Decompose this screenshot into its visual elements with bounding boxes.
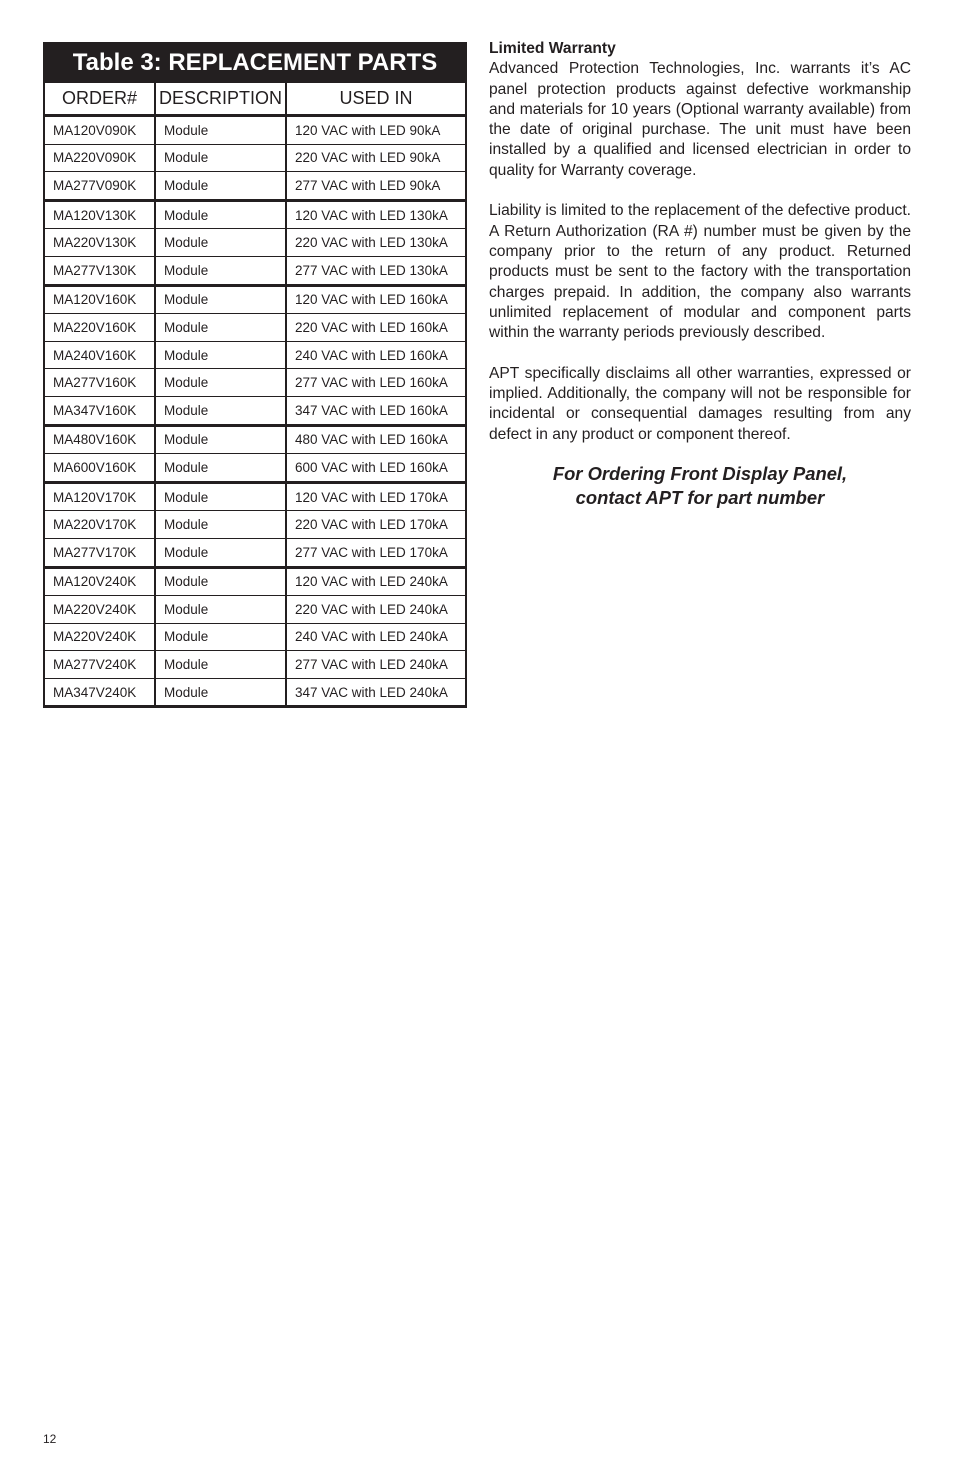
used-in-cell: 220 VAC with LED 130kA — [286, 229, 466, 257]
used-in-cell: 120 VAC with LED 130kA — [286, 200, 466, 229]
order-number-cell: MA277V130K — [44, 256, 155, 285]
liability-paragraph: Liability is limited to the replacement of the defective product. A Return Authorization (RA #) number must be given by the company prior to the return of any product. Returned products must be sent to the factory with the transportation charges prepaid. In addition, the company also warrants unlimited replacement of modular and component parts within the warranty periods previously described. — [489, 202, 911, 342]
description-cell: Module — [155, 425, 286, 454]
order-number-cell: MA220V240K — [44, 623, 155, 651]
used-in-cell: 120 VAC with LED 90kA — [286, 116, 466, 145]
order-number-cell: MA240V160K — [44, 341, 155, 369]
order-number-cell: MA277V240K — [44, 651, 155, 679]
used-in-cell: 120 VAC with LED 240kA — [286, 567, 466, 596]
table-row — [44, 116, 466, 145]
used-in-cell: 277 VAC with LED 240kA — [286, 651, 466, 679]
description-cell: Module — [155, 596, 286, 624]
description-cell: Module — [155, 454, 286, 483]
table-row — [44, 172, 466, 201]
used-in-cell: 277 VAC with LED 170kA — [286, 538, 466, 567]
used-in-cell: 220 VAC with LED 240kA — [286, 596, 466, 624]
order-number-cell: MA120V090K — [44, 116, 155, 145]
table-row — [44, 538, 466, 567]
table-row — [44, 369, 466, 397]
used-in-cell: 120 VAC with LED 170kA — [286, 482, 466, 511]
order-number-cell: MA277V170K — [44, 538, 155, 567]
order-number-cell: MA277V090K — [44, 172, 155, 201]
order-number-cell: MA120V160K — [44, 285, 155, 314]
order-number-cell: MA347V240K — [44, 678, 155, 707]
order-number-cell: MA220V090K — [44, 144, 155, 172]
ordering-note — [489, 462, 911, 509]
description-cell: Module — [155, 369, 286, 397]
table-row — [44, 567, 466, 596]
order-number-cell: MA120V170K — [44, 482, 155, 511]
used-in-cell: 220 VAC with LED 90kA — [286, 144, 466, 172]
warranty-heading: Limited Warranty — [489, 40, 616, 57]
used-in-cell: 347 VAC with LED 240kA — [286, 678, 466, 707]
table-row — [44, 596, 466, 624]
disclaimer-paragraph: APT specifically disclaims all other warranties, expressed or implied. Additionally, the company will not be responsible for incidental or consequential damages resulting from any defect in any product or component thereof. — [489, 364, 911, 443]
order-number-cell: MA220V160K — [44, 314, 155, 342]
order-number-cell: MA600V160K — [44, 454, 155, 483]
table-body — [44, 116, 466, 707]
table-title: Table 3: REPLACEMENT PARTS — [44, 43, 466, 82]
order-number-cell: MA277V160K — [44, 369, 155, 397]
used-in-cell: 220 VAC with LED 170kA — [286, 511, 466, 539]
order-number-cell: MA480V160K — [44, 425, 155, 454]
table-row — [44, 341, 466, 369]
order-number-cell: MA347V160K — [44, 396, 155, 425]
table-row — [44, 454, 466, 483]
description-cell: Module — [155, 200, 286, 229]
description-cell: Module — [155, 341, 286, 369]
description-cell: Module — [155, 482, 286, 511]
table-row — [44, 511, 466, 539]
description-cell: Module — [155, 256, 286, 285]
description-cell: Module — [155, 623, 286, 651]
description-cell: Module — [155, 144, 286, 172]
used-in-cell: 240 VAC with LED 160kA — [286, 341, 466, 369]
table-row — [44, 425, 466, 454]
used-in-cell: 220 VAC with LED 160kA — [286, 314, 466, 342]
description-cell: Module — [155, 567, 286, 596]
description-cell: Module — [155, 314, 286, 342]
table-row — [44, 678, 466, 707]
column-header-used-in: USED IN — [286, 82, 466, 116]
table-row — [44, 482, 466, 511]
table-row — [44, 651, 466, 679]
order-number-cell: MA120V130K — [44, 200, 155, 229]
description-cell: Module — [155, 538, 286, 567]
table-row — [44, 144, 466, 172]
used-in-cell: 480 VAC with LED 160kA — [286, 425, 466, 454]
table-row — [44, 229, 466, 257]
used-in-cell: 277 VAC with LED 130kA — [286, 256, 466, 285]
description-cell: Module — [155, 116, 286, 145]
used-in-cell: 277 VAC with LED 160kA — [286, 369, 466, 397]
description-cell: Module — [155, 229, 286, 257]
description-cell: Module — [155, 511, 286, 539]
column-header-order: ORDER# — [44, 82, 155, 116]
warranty-paragraph: Advanced Protection Technologies, Inc. warrants it’s AC panel protection products against defective workmanship and materials for 10 years (Optional warranty available) from the date of original purchase. The unit must have been installed by a qualified and licensed electrician in order to quality for Warranty coverage. — [489, 60, 911, 179]
order-number-cell: MA220V240K — [44, 596, 155, 624]
table-row — [44, 623, 466, 651]
replacement-parts-table — [43, 42, 467, 708]
order-number-cell: MA120V240K — [44, 567, 155, 596]
used-in-cell: 347 VAC with LED 160kA — [286, 396, 466, 425]
page-number: 12 — [43, 1432, 57, 1446]
table-row — [44, 256, 466, 285]
table-row — [44, 200, 466, 229]
description-cell: Module — [155, 651, 286, 679]
description-cell: Module — [155, 678, 286, 707]
used-in-cell: 600 VAC with LED 160kA — [286, 454, 466, 483]
description-cell: Module — [155, 172, 286, 201]
table-row — [44, 285, 466, 314]
used-in-cell: 277 VAC with LED 90kA — [286, 172, 466, 201]
table-row — [44, 396, 466, 425]
order-number-cell: MA220V170K — [44, 511, 155, 539]
description-cell: Module — [155, 285, 286, 314]
description-cell: Module — [155, 396, 286, 425]
used-in-cell: 240 VAC with LED 240kA — [286, 623, 466, 651]
order-number-cell: MA220V130K — [44, 229, 155, 257]
table-row — [44, 314, 466, 342]
limited-warranty-section — [489, 39, 911, 465]
ordering-note-line-2: contact APT for part number — [575, 486, 825, 508]
used-in-cell: 120 VAC with LED 160kA — [286, 285, 466, 314]
column-header-description: DESCRIPTION — [155, 82, 286, 116]
ordering-note-line-1: For Ordering Front Display Panel, — [552, 463, 848, 484]
